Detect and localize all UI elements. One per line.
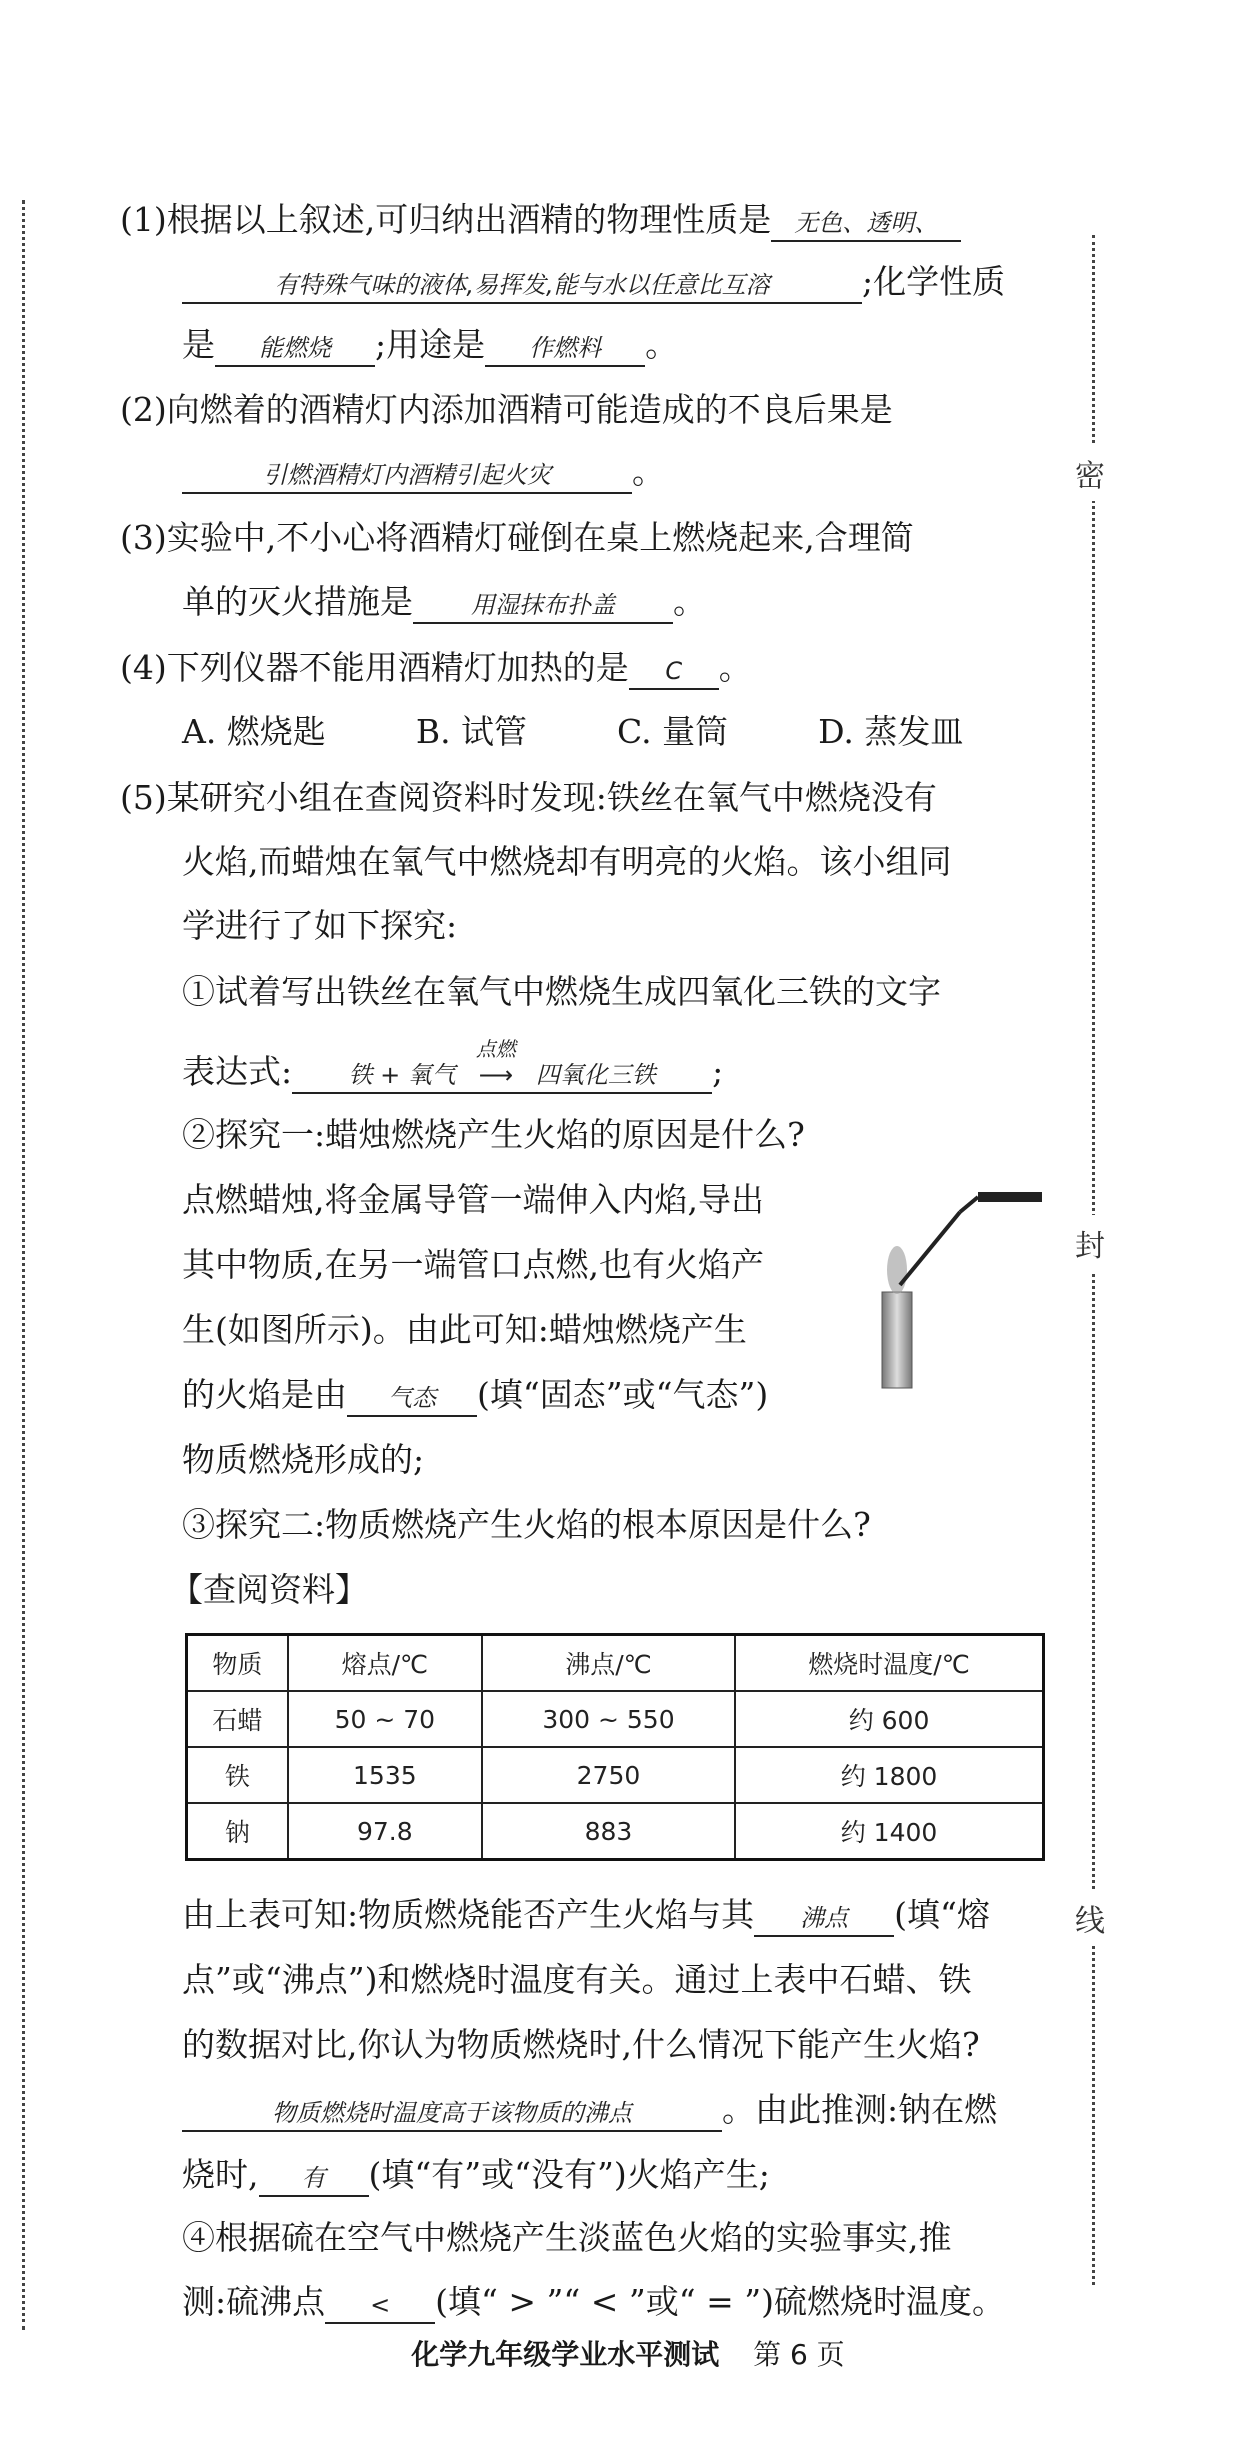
q5-p1 [182, 1895, 990, 1937]
q5-p1-answer: 沸点 [754, 1901, 894, 1937]
q5-s1-condition: 点燃 [475, 1037, 516, 1061]
binding-mark-top: 密 [1075, 445, 1105, 501]
q4-option-c: C. 量筒 [617, 712, 729, 751]
q5-s1-reactants: 铁 + 氧气 [348, 1061, 456, 1089]
footer-page-number: 第 6 页 [753, 2338, 845, 2371]
q5-s1-answer [292, 1037, 712, 1094]
q5-s1-line2 [182, 1037, 724, 1094]
q5-s4-line2-a: 测:硫沸点 [182, 2282, 326, 2321]
q5-s2-line4-a: 的火焰是由 [182, 1375, 347, 1414]
q1-line3-a: 是 [182, 325, 215, 364]
q3-line2-a: 单的灭火措施是 [182, 582, 413, 621]
table-cell: 约 1400 [735, 1803, 1043, 1860]
q5-s1-end: ; [712, 1052, 724, 1091]
q5-p4 [182, 2090, 997, 2132]
q5-line2: 火焰,而蜡烛在氧气中燃烧却有明亮的火焰。该小组同 [182, 842, 952, 881]
q5-s1-label: 表达式: [182, 1052, 293, 1091]
q5-s2-answer: 气态 [347, 1381, 477, 1417]
q2-end: 。 [632, 452, 665, 491]
table-cell: 300 ~ 550 [482, 1691, 735, 1747]
table-cell: 1535 [288, 1747, 482, 1803]
q1-line2-tail: ;化学性质 [862, 262, 1006, 301]
q2-line1: (2)向燃着的酒精灯内添加酒精可能造成的不良后果是 [120, 390, 893, 429]
q5-p1-a: 由上表可知:物质燃烧能否产生火焰与其 [182, 1895, 755, 1934]
q5-p4-answer: 物质燃烧时温度高于该物质的沸点 [182, 2096, 722, 2132]
q5-s4-line2-b: (填“ > ”“ < ”或“ = ”)硫燃烧时温度。 [435, 2282, 1005, 2321]
q3-line2 [182, 582, 706, 624]
q5-s4-line1: ④根据硫在空气中燃烧产生淡蓝色火焰的实验事实,推 [182, 2218, 952, 2257]
table-cell: 2750 [482, 1747, 735, 1803]
q5-p2: 点”或“沸点”)和燃烧时温度有关。通过上表中石蜡、铁 [182, 1960, 972, 1999]
q4-option-b: B. 试管 [415, 712, 528, 751]
table-cell: 50 ~ 70 [288, 1691, 482, 1747]
table-cell: 约 600 [735, 1691, 1043, 1747]
table-row [187, 1691, 1044, 1747]
q1-line1 [120, 200, 961, 242]
q5-s1-product: 四氧化三铁 [535, 1061, 656, 1089]
q5-s2-title: ②探究一:蜡烛燃烧产生火焰的原因是什么? [182, 1115, 805, 1154]
q5-s4-answer: < [325, 2288, 435, 2324]
binding-mark-middle: 封 [1075, 1215, 1105, 1271]
candle-experiment-figure [870, 1180, 1070, 1390]
q3-line1: (3)实验中,不小心将酒精灯碰倒在桌上燃烧起来,合理简 [120, 518, 914, 557]
table-cell: 铁 [187, 1747, 288, 1803]
q1-use-answer: 作燃料 [485, 331, 645, 367]
q5-s2-line4-b: (填“固态”或“气态”) [477, 1375, 769, 1414]
q5-p4-b: 。由此推测:钠在燃 [722, 2090, 998, 2129]
left-binding-line [22, 200, 25, 2330]
table-row [187, 1747, 1044, 1803]
q5-s2-line1: 点燃蜡烛,将金属导管一端伸入内焰,导出 [182, 1180, 764, 1219]
q1-line3-b: ;用途是 [375, 325, 486, 364]
q3-answer: 用湿抹布扑盖 [413, 588, 673, 624]
q5-p5 [182, 2155, 770, 2197]
q5-p5-answer: 有 [259, 2161, 369, 2197]
q4-text: (4)下列仪器不能用酒精灯加热的是 [120, 648, 629, 687]
q4-options [182, 712, 1053, 752]
q1-physical-answer-a: 无色、透明、 [771, 206, 961, 242]
q4-end: 。 [718, 648, 752, 687]
table-cell: 约 1800 [735, 1747, 1043, 1803]
q5-s3-title: ③探究二:物质燃烧产生火焰的根本原因是什么? [182, 1505, 871, 1544]
table-cell: 钠 [187, 1803, 288, 1860]
page-footer [0, 2333, 1256, 2373]
q5-p3: 的数据对比,你认为物质燃烧时,什么情况下能产生火焰? [182, 2025, 980, 2064]
q5-s4-line2 [182, 2282, 1005, 2324]
q5-line3: 学进行了如下探究: [182, 906, 458, 945]
q5-s2-line2: 其中物质,在另一端管口点燃,也有火焰产 [182, 1245, 764, 1284]
q1-text: (1)根据以上叙述,可归纳出酒精的物理性质是 [120, 200, 772, 239]
table-cell: 97.8 [288, 1803, 482, 1860]
table-row [187, 1803, 1044, 1860]
q4-option-a: A. 燃烧匙 [182, 712, 326, 751]
q4-option-d: D. 蒸发皿 [818, 712, 964, 751]
q2-answer: 引燃酒精灯内酒精引起火灾 [182, 458, 632, 494]
q5-s2-line4 [182, 1375, 768, 1417]
melting-boiling-table [185, 1633, 1045, 1861]
q5-p1-b: (填“熔 [894, 1895, 990, 1934]
table-header: 物质 [187, 1635, 288, 1692]
binding-mark-bottom: 线 [1075, 1890, 1105, 1946]
reference-title: 【查阅资料】 [170, 1570, 368, 1609]
q5-p5-b: (填“有”或“没有”)火焰产生; [368, 2155, 770, 2194]
table-cell: 883 [482, 1803, 735, 1860]
footer-subject: 化学九年级学业水平测试 [411, 2338, 720, 2371]
table-header-row [187, 1635, 1044, 1692]
table-header: 燃烧时温度/℃ [735, 1635, 1043, 1692]
q4-answer: C [629, 654, 719, 690]
q5-s2-line3: 生(如图所示)。由此可知:蜡烛燃烧产生 [182, 1310, 747, 1349]
q2-line2 [182, 452, 665, 494]
q1-line3 [182, 325, 678, 367]
q4-line1 [120, 648, 752, 690]
table-cell: 石蜡 [187, 1691, 288, 1747]
q1-line3-end: 。 [645, 325, 679, 364]
q1-chemical-answer: 能燃烧 [215, 331, 375, 367]
table-header: 熔点/℃ [288, 1635, 482, 1692]
table-header: 沸点/℃ [482, 1635, 735, 1692]
q5-s2-line5: 物质燃烧形成的; [182, 1440, 425, 1479]
q5-p5-a: 烧时, [182, 2155, 259, 2194]
q5-s1-arrow: 点燃 ⟶ [456, 1058, 536, 1092]
q5-line1: (5)某研究小组在查阅资料时发现:铁丝在氧气中燃烧没有 [120, 778, 937, 817]
q1-physical-answer-b: 有特殊气味的液体,易挥发,能与水以任意比互溶 [182, 268, 862, 304]
q3-end: 。 [673, 582, 706, 621]
q1-line2 [182, 262, 1005, 304]
q5-s1-line1: ①试着写出铁丝在氧气中燃烧生成四氧化三铁的文字 [182, 972, 941, 1011]
